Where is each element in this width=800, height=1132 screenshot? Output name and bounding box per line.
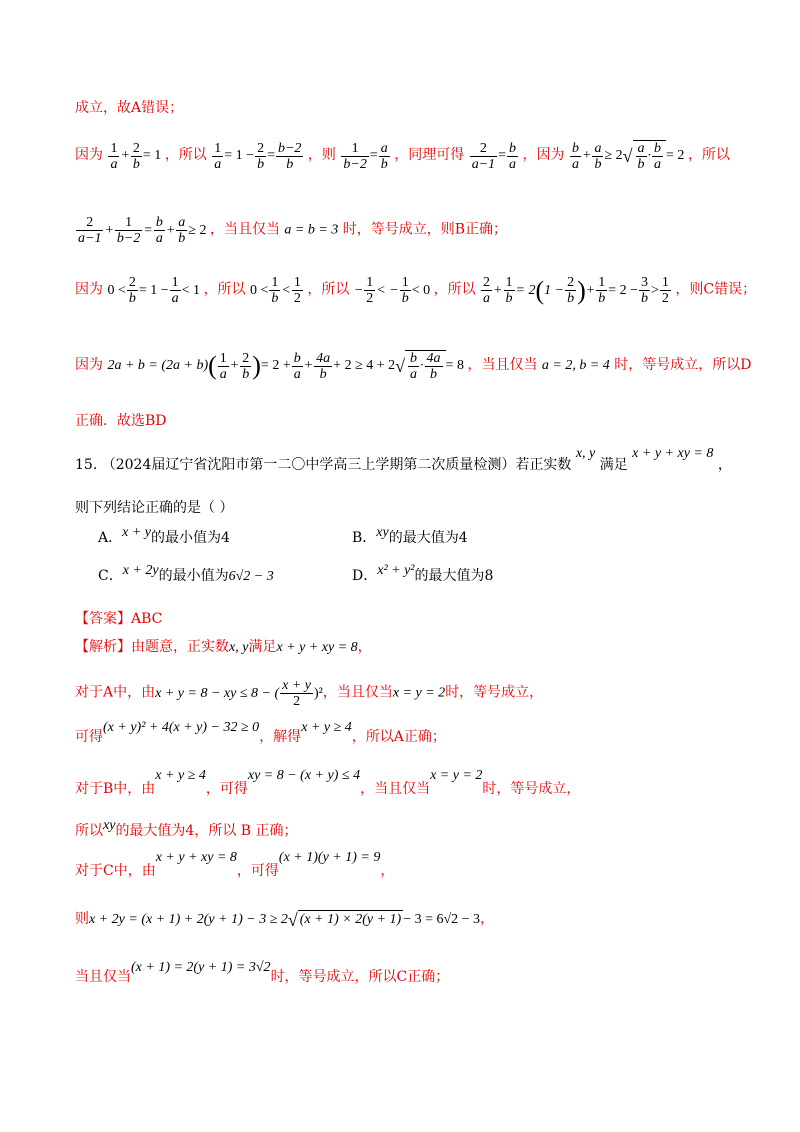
text: ，则C错误； (675, 281, 757, 298)
text-line: 当且仅当(x + 1) = 2(y + 1) = 3√2时，等号成立，所以C正确； (75, 960, 450, 985)
text-line: 对于B中，由x + y ≥ 4，可得xy = 8 − (x + y) ≤ 4，当且仅当x = y = 2时，等号成立， (75, 768, 581, 797)
question-number: 15. (75, 457, 98, 473)
question-prompt: 则下列结论正确的是（ ） (75, 500, 234, 516)
math: − $\frac{1}{2}$ < − $\frac{1}{b}$ < 0 (353, 275, 431, 306)
question-source: （2024届辽宁省沈阳市第一二〇中学高三上学期第二次质量检测）若正实数 (101, 457, 572, 473)
text-line (75, 350, 752, 382)
math: 0 < $\frac{2}{b}$ = 1 − $\frac{1}{a}$ < 1 (107, 275, 201, 306)
text: ，所以 (164, 147, 207, 164)
text: ，因为 (522, 147, 565, 164)
text-line (75, 140, 730, 172)
text: ，当且仅当 (467, 357, 538, 374)
text: ，所以 (433, 281, 476, 298)
option-b: B．xy的最大值为4 (352, 525, 468, 546)
math: 2a + b = (2a + b)( $\frac{1}{a}$ + $\frac{2}{b}$ )= 2 + $\frac{b}{a}$ + $\frac{4a}{b}$ + 2 ≥ 4 + 2√ $\frac{b}{a}$ · $\frac{4a}{b}$ = 8 (107, 350, 464, 382)
text: ，当且仅当 (209, 221, 280, 238)
text-line (75, 215, 507, 246)
option-a: A．x + y的最小值为4 (98, 525, 230, 546)
math: $\frac{1}{a}$ = 1 − $\frac{2}{b}$ = $\frac{b-2}{b}$ (214, 140, 302, 172)
text: 因为 (75, 281, 103, 298)
math: $\frac{1}{b-2}$ = $\frac{a}{b}$ (343, 140, 388, 172)
text-line: 对于A中，由x + y = 8 − xy ≤ 8 − ( $\frac{x + y}{2}$ )²，当且仅当x = y = 2时，等号成立， (75, 678, 544, 709)
math: x + y + xy = 8 (632, 446, 714, 461)
text-line: 对于C中，由x + y + xy = 8，可得(x + 1)(y + 1) = 9， (75, 850, 395, 879)
text-line: 则x + 2y = (x + 1) + 2(y + 1) − 3 ≥ 2√ (x + 1) × 2(y + 1) − 3 = 6√2 − 3， (75, 909, 495, 930)
text: ，所以 (687, 147, 730, 164)
text: 满足 (599, 457, 628, 473)
text: ， (717, 457, 732, 473)
option-d: D．x² + y²的最大值为8 (352, 563, 494, 584)
math: 0 < $\frac{1}{b}$ < $\frac{1}{2}$ (250, 275, 301, 306)
math: $\frac{2}{a-1}$ = $\frac{b}{a}$ (471, 140, 517, 172)
text: 因为 (75, 147, 103, 164)
text: 时，等号成立，所以D (614, 357, 752, 374)
text: ，所以 (203, 281, 246, 298)
text: 时，等号成立，则B正确； (342, 221, 508, 238)
text-line: 所以xy的最大值为4，所以 B 正确； (75, 818, 298, 839)
text-line: 可得(x + y)² + 4(x + y) − 32 ≥ 0，解得x + y ≥ 4，所以A正确； (75, 720, 446, 745)
text: ，同理可得 (394, 147, 465, 164)
math: $\frac{2}{a}$ + $\frac{1}{b}$ = 2(1 − $\frac{2}{b}$ )+ $\frac{1}{b}$ = 2 − $\frac{3}{b}$ > $\frac{1}{2}$ (483, 275, 669, 306)
analysis: 【解析】由题意，正实数x, y满足x + y + xy = 8， (75, 639, 372, 655)
question-15 (75, 446, 732, 475)
text: 因为 (75, 357, 103, 374)
text-line: 成立，故A错误； (75, 100, 184, 116)
math: $\frac{2}{a-1}$ + $\frac{1}{b-2}$ = $\frac{b}{a}$ + $\frac{a}{b}$ ≥ 2 (78, 215, 207, 246)
math: a = b = 3 (284, 222, 339, 238)
math: a = 2, b = 4 (541, 358, 610, 374)
text: ，所以 (307, 281, 350, 298)
math: x, y (575, 446, 596, 461)
text-line (75, 275, 756, 306)
option-c: C．x + 2y的最小值为6√2 − 3 (98, 563, 274, 584)
answer: 【答案】ABC (75, 611, 163, 627)
text-line: 正确．故选BD (75, 413, 167, 429)
math: $\frac{b}{a}$ + $\frac{a}{b}$ ≥ 2√ $\frac{a}{b}$ · $\frac{b}{a}$ = 2 (572, 140, 685, 172)
math: $\frac{1}{a}$ + $\frac{2}{b}$ = 1 (110, 140, 162, 172)
text: ，则 (307, 147, 336, 164)
